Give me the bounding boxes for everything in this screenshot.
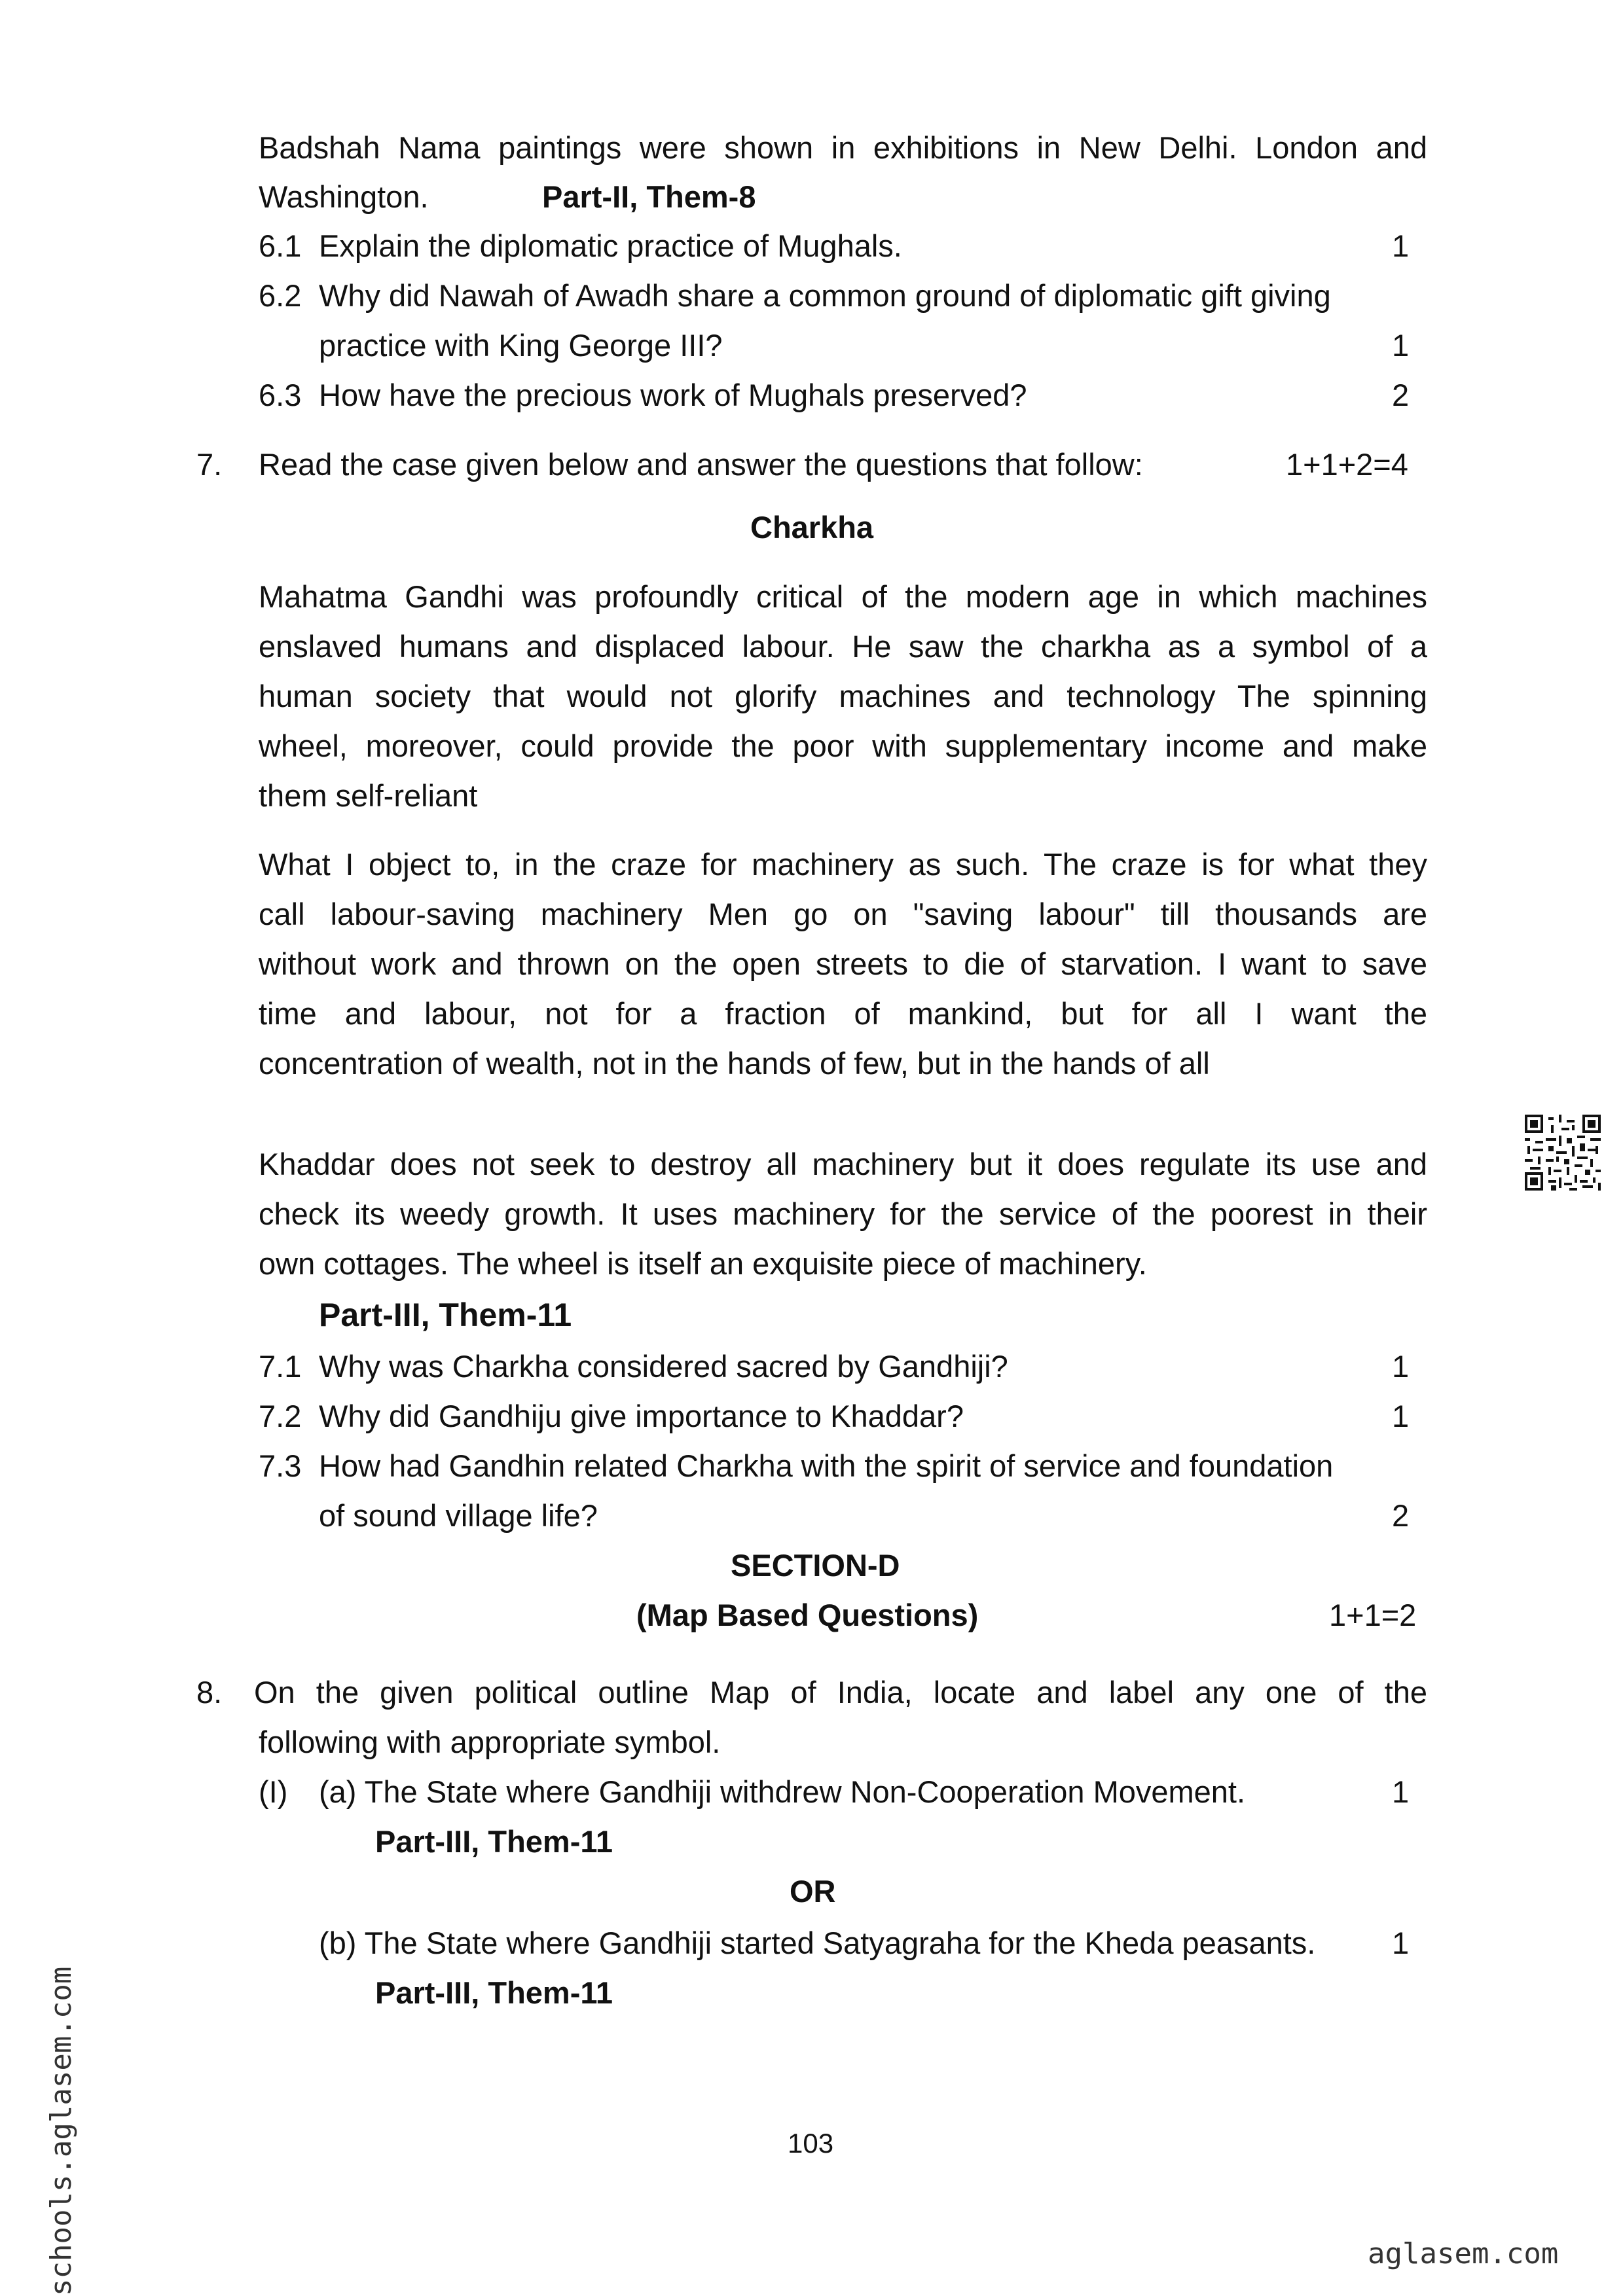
q7-1-number: 7.1 [259, 1349, 302, 1384]
q6-2-number: 6.2 [259, 278, 302, 313]
q7-number: 7. [196, 447, 223, 482]
q7-2-marks: 1 [1392, 1399, 1410, 1433]
q8-option-a: (a) The State where Gandhiji withdrew Non-Cooperation Movement. [319, 1774, 1246, 1809]
q7-1-marks: 1 [1392, 1349, 1410, 1384]
q8-text-line-2: following with appropriate symbol. [259, 1725, 721, 1759]
q6-intro-line-2: Washington. [259, 179, 429, 214]
q7-instruction: Read the case given below and answer the questions that follow: [259, 447, 1143, 482]
q6-1-number: 6.1 [259, 228, 302, 263]
q6-3-number: 6.3 [259, 378, 302, 412]
q6-2-marks: 1 [1392, 328, 1410, 363]
page-number: 103 [788, 2128, 834, 2159]
case-para1-line: enslaved humans and displaced labour. He saw the charkha as a symbol of a [259, 629, 1427, 664]
q6-1-text: Explain the diplomatic practice of Mughals. [319, 228, 902, 263]
q7-1-text: Why was Charkha considered sacred by Gandhiji? [319, 1349, 1008, 1384]
section-subtitle: (Map Based Questions) [636, 1598, 979, 1632]
q8-option-a-marks: 1 [1392, 1774, 1410, 1809]
case-para1-line: wheel, moreover, could provide the poor with supplementary income and make [259, 728, 1427, 763]
q8-option-b: (b) The State where Gandhiji started Satyagraha for the Kheda peasants. [319, 1926, 1316, 1960]
case-para1-line: them self-reliant [259, 778, 478, 813]
q8-number: 8. [196, 1675, 223, 1710]
q6-1-marks: 1 [1392, 228, 1410, 263]
q8-text-line-1: On the given political outline Map of India, locate and label any one of the [254, 1675, 1427, 1710]
q6-intro-line-1: Badshah Nama paintings were shown in exhibitions in New Delhi. London and [259, 130, 1427, 165]
case-para2-line: without work and thrown on the open streets to die of starvation. I want to save [259, 946, 1427, 981]
or-separator: OR [790, 1874, 836, 1909]
section-marks: 1+1=2 [1329, 1598, 1417, 1632]
case-title: Charkha [750, 510, 874, 545]
section-title: SECTION-D [731, 1548, 900, 1583]
case-para1-line: Mahatma Gandhi was profoundly critical of the modern age in which machines [259, 579, 1427, 614]
q7-3-text-cont: of sound village life? [319, 1498, 598, 1533]
q6-2-text-cont: practice with King George III? [319, 328, 723, 363]
q6-2-text: Why did Nawah of Awadh share a common ground of diplomatic gift giving [319, 278, 1331, 313]
q7-3-text: How had Gandhin related Charkha with the spirit of service and foundation [319, 1448, 1334, 1483]
q7-2-text: Why did Gandhiju give importance to Khaddar? [319, 1399, 964, 1433]
case-para2-line: What I object to, in the craze for machinery as such. The craze is for what they [259, 847, 1427, 882]
case-para3-line: own cottages. The wheel is itself an exquisite piece of machinery. [259, 1246, 1147, 1281]
case-para2-line: call labour-saving machinery Men go on "saving labour" till thousands are [259, 897, 1427, 931]
q8-option-a-reference: Part-III, Them-11 [375, 1824, 613, 1859]
q7-2-number: 7.2 [259, 1399, 302, 1433]
qr-code-icon [1525, 1115, 1601, 1191]
q7-3-number: 7.3 [259, 1448, 302, 1483]
case-para2-line: time and labour, not for a fraction of mankind, but for all I want the [259, 996, 1427, 1031]
q6-3-text: How have the precious work of Mughals preserved? [319, 378, 1027, 412]
bottom-watermark: aglasem.com [1368, 2237, 1559, 2270]
case-para3-line: check its weedy growth. It uses machinery for the service of the poorest in their [259, 1196, 1427, 1231]
q7-part-reference: Part-III, Them-11 [319, 1297, 572, 1333]
q6-part-reference: Part-II, Them-8 [542, 179, 756, 214]
q7-3-marks: 2 [1392, 1498, 1410, 1533]
case-para1-line: human society that would not glorify machines and technology The spinning [259, 679, 1427, 713]
q7-total-marks: 1+1+2=4 [1286, 447, 1408, 482]
q8-option-b-reference: Part-III, Them-11 [375, 1975, 613, 2010]
q8-option-b-marks: 1 [1392, 1926, 1410, 1960]
side-watermark: schools.aglasem.com [45, 1966, 78, 2296]
case-para2-line: concentration of wealth, not in the hands of few, but in the hands of all [259, 1046, 1210, 1081]
q6-3-marks: 2 [1392, 378, 1410, 412]
case-para3-line: Khaddar does not seek to destroy all machinery but it does regulate its use and [259, 1147, 1427, 1181]
q8-roman-numeral: (I) [259, 1774, 288, 1809]
